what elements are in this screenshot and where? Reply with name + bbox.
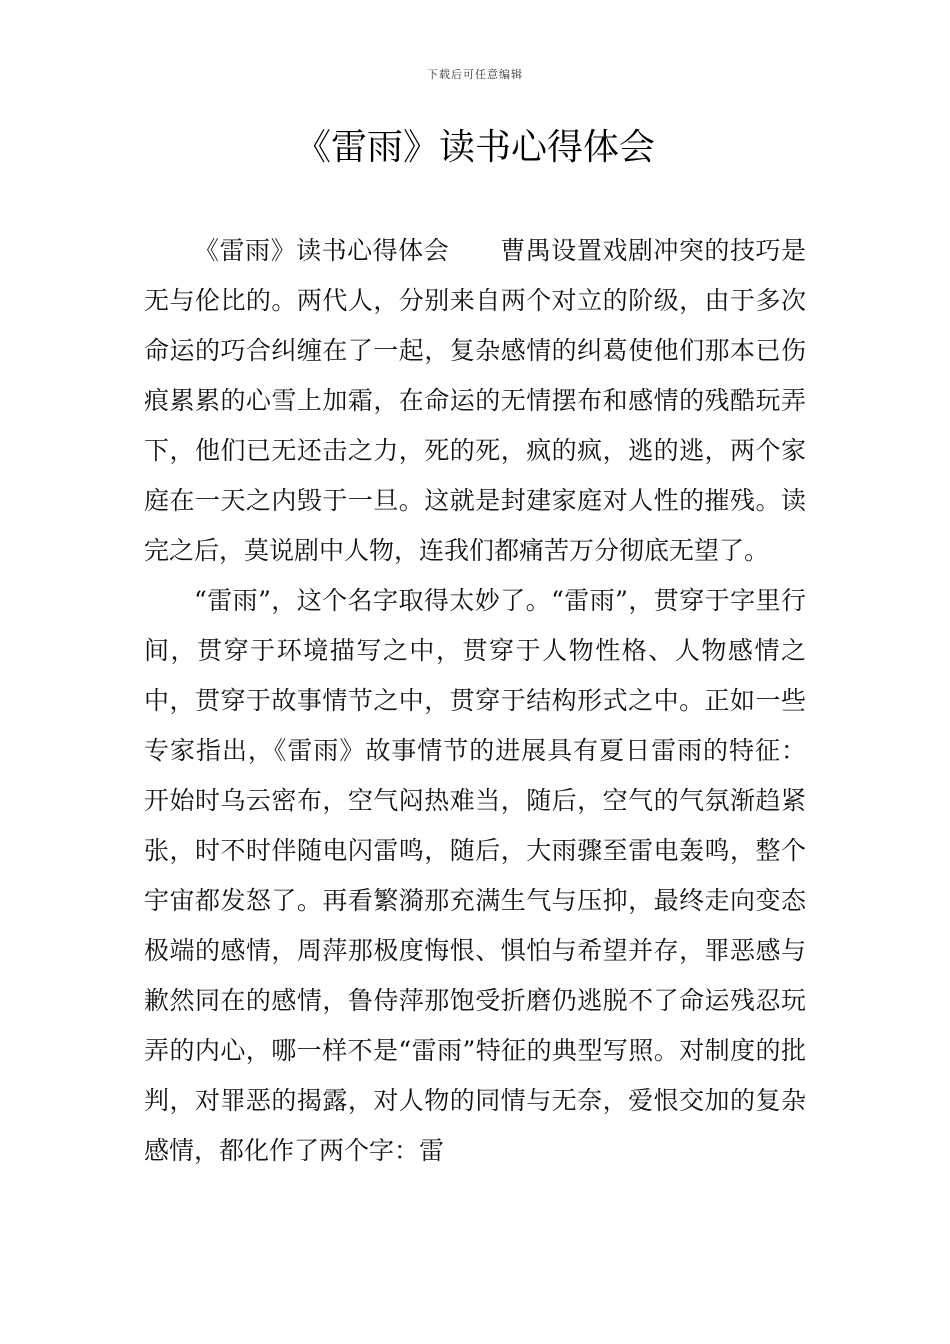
document-title: 《雷雨》读书心得体会 (294, 127, 655, 168)
header-note: 下载后可任意编辑 (427, 68, 523, 81)
paragraph-1: 《雷雨》读书心得体会 曹禺设置戏剧冲突的技巧是无与伦比的。两代人，分别来自两个对立的阶级，由于多次命运的巧合纠缠在了一起，复杂感情的纠葛使他们那本已伤痕累累的心雪上加霜，在命运的无情摆布和感情的残酷玩弄下，他们已无还击之力，死的死，疯的疯，逃的逃，两个家庭在一天之内毁于一旦。这就是封建家庭对人性的摧残。读完之后，莫说剧中人物，连我们都痛苦万分彻底无望了。 (144, 236, 806, 565)
document-body (144, 226, 806, 1176)
paragraph-2: “雷雨”，这个名字取得太妙了。“雷雨”，贯穿于字里行间，贯穿于环境描写之中，贯穿于人物性格、人物感情之中，贯穿于故事情节之中，贯穿于结构形式之中。正如一些专家指出，《雷雨》故事情节的进展具有夏日雷雨的特征：开始时乌云密布，空气闷热难当，随后，空气的气氛渐趋紧张，时不时伴随电闪雷鸣，随后，大雨骤至雷电轰鸣，整个宇宙都发怒了。再看繁漪那充满生气与压抑，最终走向变态极端的感情，周萍那极度悔恨、惧怕与希望并存，罪恶感与歉然同在的感情，鲁侍萍那饱受折磨仍逃脱不了命运残忍玩弄的内心，哪一样不是“雷雨”特征的典型写照。对制度的批判，对罪恶的揭露，对人物的同情与无奈，爱恨交加的复杂感情，都化作了两个字：雷 (144, 586, 806, 1165)
